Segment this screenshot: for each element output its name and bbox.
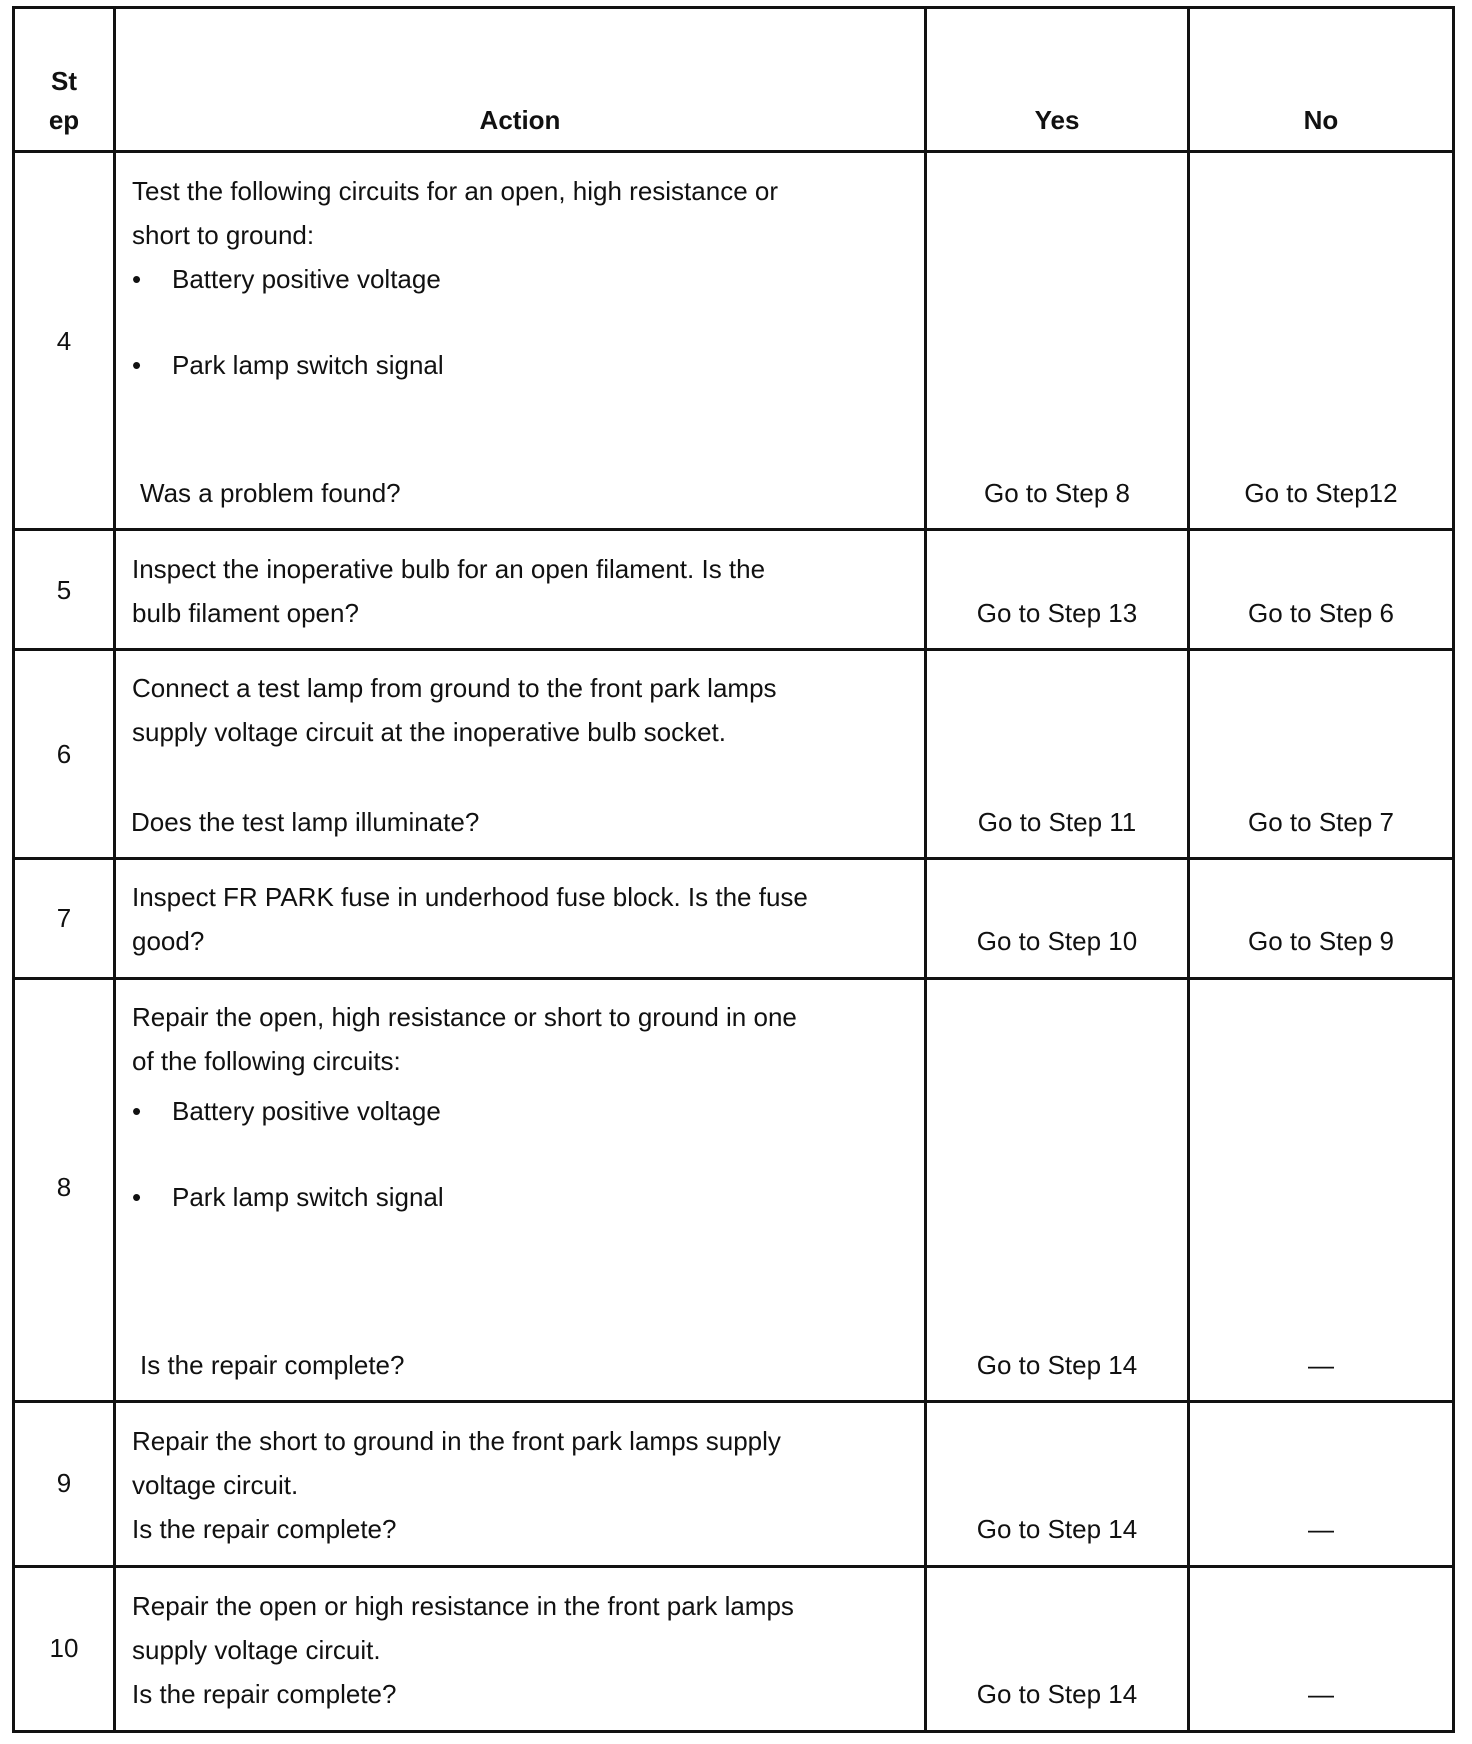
grid-line: [12, 648, 1455, 651]
header-action: Action: [479, 105, 561, 135]
action-question: Is the repair complete?: [132, 1679, 397, 1709]
step-number: 8: [56, 1172, 72, 1202]
diagnostic-table: [12, 6, 1455, 1733]
header-no: No: [1303, 105, 1339, 135]
action-text: of the following circuits:: [132, 1046, 401, 1076]
bullet-icon: •: [132, 264, 142, 294]
grid-line: [12, 528, 1455, 531]
grid-line: [12, 857, 1455, 860]
step-number: 4: [56, 326, 72, 356]
no-result: —: [1308, 1514, 1334, 1544]
bullet-text: Park lamp switch signal: [172, 1182, 444, 1212]
grid-line: [12, 1565, 1455, 1568]
bullet-icon: •: [132, 1182, 142, 1212]
bullet-text: Battery positive voltage: [172, 264, 441, 294]
step-number: 5: [56, 575, 72, 605]
grid-line: [1452, 6, 1455, 1733]
header-step-line2: ep: [48, 105, 80, 135]
bullet-text: Park lamp switch signal: [172, 350, 444, 380]
action-question: Was a problem found?: [140, 478, 401, 508]
grid-line: [1187, 6, 1190, 1733]
action-text: voltage circuit.: [132, 1470, 299, 1500]
step-number: 6: [56, 739, 72, 769]
no-result: —: [1308, 1679, 1334, 1709]
action-text: bulb filament open?: [132, 598, 359, 628]
step-number: 7: [56, 903, 72, 933]
action-text: supply voltage circuit.: [132, 1635, 381, 1665]
action-text: Repair the short to ground in the front park lamps supply: [132, 1426, 781, 1456]
yes-result: Go to Step 10: [976, 926, 1138, 956]
action-text: Repair the open or high resistance in the front park lamps: [132, 1591, 794, 1621]
grid-line: [12, 150, 1455, 153]
action-text: Inspect the inoperative bulb for an open filament. Is the: [132, 554, 766, 584]
action-text: Test the following circuits for an open, high resistance or: [132, 176, 779, 206]
no-result: Go to Step 6: [1248, 598, 1394, 628]
action-text: good?: [132, 926, 205, 956]
grid-line: [12, 977, 1455, 980]
bullet-icon: •: [132, 1096, 142, 1126]
action-text: supply voltage circuit at the inoperative bulb socket.: [132, 717, 727, 747]
grid-line: [12, 1730, 1455, 1733]
grid-line: [924, 6, 927, 1733]
yes-result: Go to Step 8: [984, 478, 1130, 508]
yes-result: Go to Step 14: [976, 1514, 1138, 1544]
bullet-icon: •: [132, 350, 142, 380]
header-step-line1: St: [51, 66, 77, 96]
bullet-text: Battery positive voltage: [172, 1096, 441, 1126]
yes-result: Go to Step 11: [977, 807, 1137, 837]
step-number: 9: [56, 1468, 72, 1498]
yes-result: Go to Step 14: [976, 1679, 1138, 1709]
header-yes: Yes: [1034, 105, 1080, 135]
action-text: Repair the open, high resistance or short to ground in one: [132, 1002, 797, 1032]
action-question: Is the repair complete?: [132, 1514, 397, 1544]
grid-line: [12, 1400, 1455, 1403]
no-result: Go to Step 7: [1248, 807, 1394, 837]
action-text: Inspect FR PARK fuse in underhood fuse block. Is the fuse: [132, 882, 808, 912]
grid-line: [12, 6, 1455, 9]
action-question: Is the repair complete?: [140, 1350, 405, 1380]
action-text: Connect a test lamp from ground to the front park lamps: [132, 673, 777, 703]
action-text: short to ground:: [132, 220, 315, 250]
grid-line: [113, 6, 116, 1733]
no-result: Go to Step12: [1244, 478, 1398, 508]
action-question: Does the test lamp illuminate?: [131, 807, 480, 837]
yes-result: Go to Step 14: [976, 1350, 1138, 1380]
yes-result: Go to Step 13: [976, 598, 1138, 628]
no-result: —: [1308, 1350, 1334, 1380]
step-number: 10: [49, 1633, 79, 1663]
no-result: Go to Step 9: [1248, 926, 1394, 956]
